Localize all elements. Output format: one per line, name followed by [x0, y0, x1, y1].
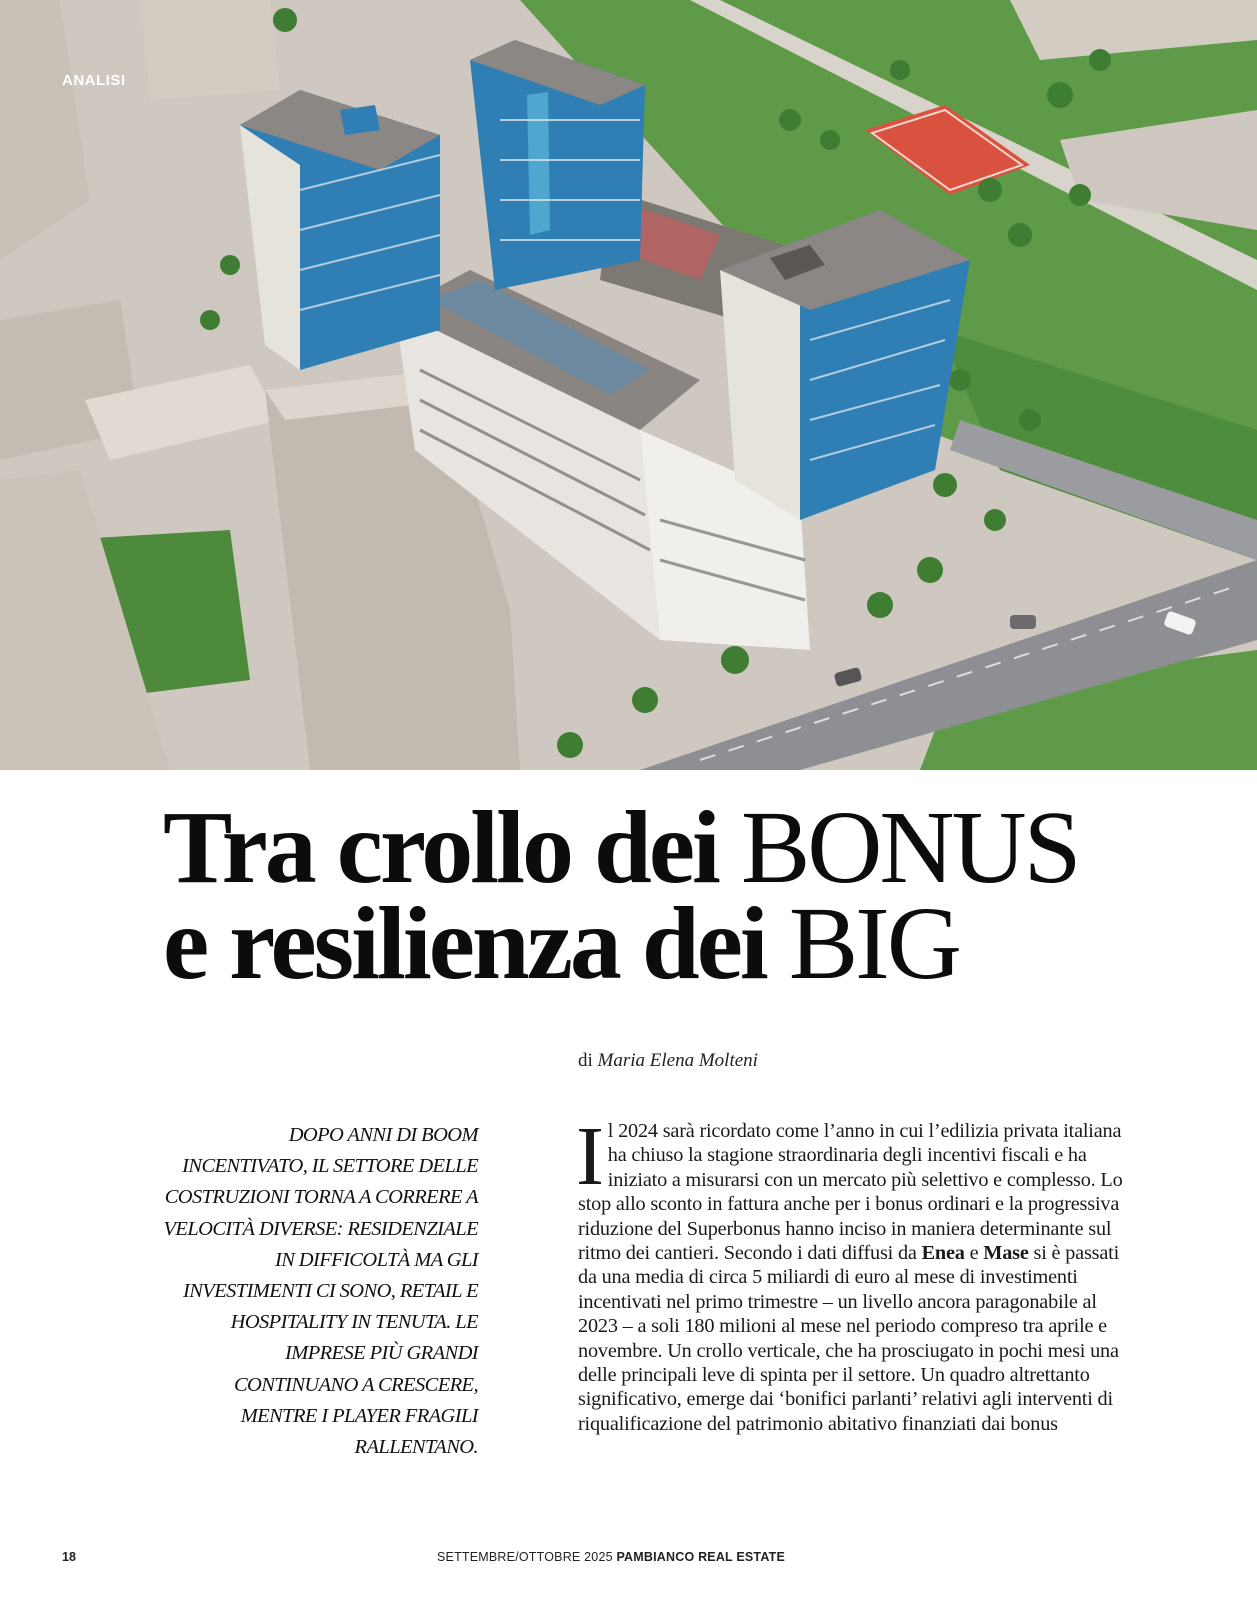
section-label: ANALISI: [62, 72, 126, 89]
headline-line1-light: BONUS: [740, 790, 1079, 905]
article-headline: [163, 790, 1163, 1001]
body-org-mase: Mase: [983, 1242, 1029, 1265]
magazine-name: PAMBIANCO REAL ESTATE: [616, 1550, 785, 1564]
body-text-3: si è passati da una media di circa 5 miliardi di euro al mese di investimenti incentivati nel primo trimestre – un livello ancora paragonabile al 2023 – a soli 180 milioni al mese nel periodo compreso tra aprile e novembre. Un crollo verticale, che ha prosciugato in pochi mesi una delle principali leve di spinta per il settore. Un quadro altrettanto significativo, emerge dai ‘bonifici parlanti’ relativi agli interventi di riqualificazione del patrimonio abitativo finanziati dai bonus: [578, 1242, 1120, 1435]
byline-author: Maria Elena Molteni: [597, 1050, 758, 1071]
body-text-2: e: [964, 1242, 984, 1265]
issue-date: SETTEMBRE/OTTOBRE 2025: [437, 1550, 613, 1564]
body-org-enea: Enea: [921, 1242, 965, 1265]
headline-line2-light: BIG: [788, 886, 959, 1001]
drop-cap: I: [576, 1110, 604, 1203]
hero-image: [0, 0, 1257, 770]
headline-line1-bold: Tra crollo dei: [163, 790, 718, 905]
article-lead: DOPO ANNI DI BOOM INCENTIVATO, IL SETTORE DELLE COSTRUZIONI TORNA A CORRERE A VELOCITÀ DIVERSE: RESIDENZIALE IN DIFFICOLTÀ MA GLI INVESTIMENTI CI SONO, RETAIL E HOSPITALITY IN TENUTA. LE IMPRESE PIÙ GRANDI CONTINUANO A CRESCERE, MENTRE I PLAYER FRAGILI RALLENTANO.: [163, 1124, 478, 1459]
headline-line2-bold: e resilienza dei: [163, 886, 766, 1001]
body-text-1: l 2024 sarà ricordato come l’anno in cui l’edilizia privata italiana ha chiuso la stagione straordinaria degli incentivi fiscali e ha iniziato a misurarsi con un mercato più selettivo e complesso. Lo stop allo sconto in fattura anche per i bonus ordinari e la progressiva riduzione del Superbonus hanno inciso in maniera determinante sul ritmo dei cantieri. Secondo i dati diffusi da: [578, 1120, 1123, 1265]
article-body: [576, 1110, 1138, 1436]
page-number: 18: [62, 1550, 76, 1564]
building-render-illustration: [0, 0, 1257, 770]
body-paragraph: [576, 1110, 1138, 1436]
issue-line: [437, 1550, 785, 1564]
byline-prefix: di: [578, 1050, 593, 1071]
byline: [578, 1050, 758, 1072]
